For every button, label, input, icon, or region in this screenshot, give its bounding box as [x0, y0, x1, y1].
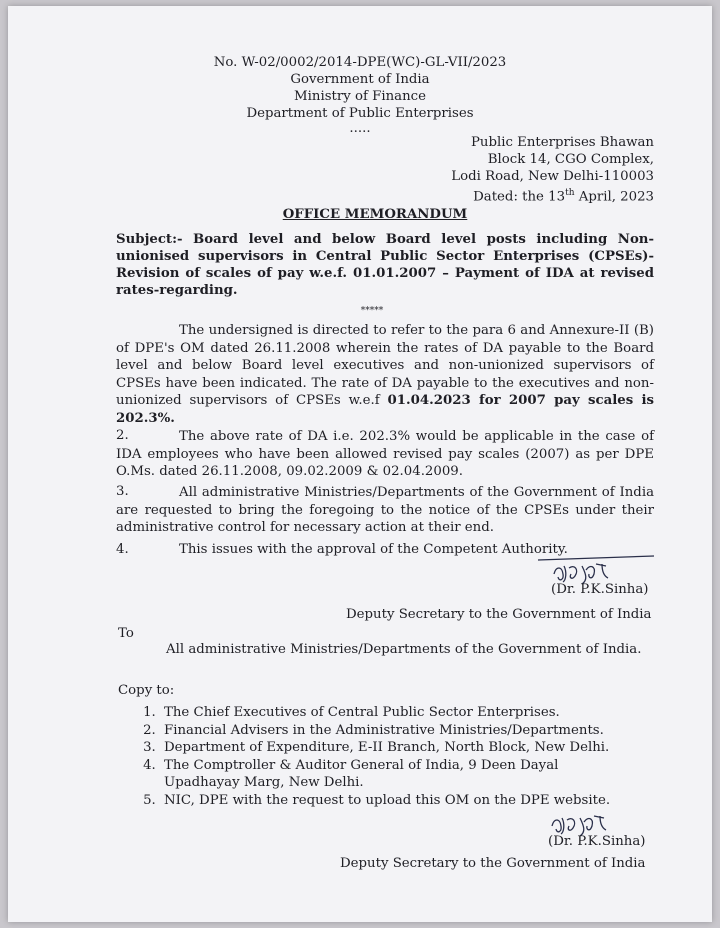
star-separator: ***** [360, 306, 384, 316]
signature-2-designation: Deputy Secretary to the Government of India [340, 856, 646, 871]
copy-to-list [124, 704, 660, 809]
address-line-2: Block 14, CGO Complex, [487, 152, 654, 167]
address-line-3: Lodi Road, New Delhi-110003 [451, 169, 654, 184]
to-recipient: All administrative Ministries/Departments of the Government of India. [166, 642, 642, 657]
copy-to-item: 1. The Chief Executives of Central Public Sector Enterprises. [160, 704, 660, 722]
paragraph-1: The undersigned is directed to refer to the para 6 and Annexure-II (B) of DPE's OM dated 26.11.2008 wherein the rates of DA payable to the Board level and below Board level executives and non-unionized supervisors of CPSEs have been indicated. The rate of DA payable to the executives and non-unionized supervisors of CPSEs w.e.f 01.04.2023 for 2007 pay scales is 202.3%. [116, 323, 654, 426]
paragraph-2: The above rate of DA i.e. 202.3% would be applicable in the case of IDA employees who have been allowed revised pay scales (2007) as per DPE O.Ms. dated 26.11.2008, 09.02.2009 & 02.04.2009. [116, 429, 654, 479]
copy-to-item: 2. Financial Advisers in the Administrative Ministries/Departments. [160, 722, 660, 740]
letterhead [8, 54, 712, 136]
date-line: Dated: the 13th April, 2023 [473, 188, 654, 205]
address-block [451, 134, 654, 205]
to-label: To [118, 626, 134, 641]
department-name: Department of Public Enterprises [246, 106, 474, 121]
government-name: Government of India [290, 72, 430, 87]
subject: Subject:- Board level and below Board level posts including Non-unionised supervisors in Central Public Sector Enterprises (CPSEs)- Revision of scales of pay w.e.f. 01.01.2007 – Payment of IDA at revised rates-regarding. [116, 232, 654, 298]
ministry-name: Ministry of Finance [294, 89, 426, 104]
paragraph-3: All administrative Ministries/Departments of the Government of India are requested to bring the foregoing to the notice of the CPSEs under their administrative control for necessary action at their end. [116, 485, 654, 535]
separator-dots: ..... [349, 121, 371, 136]
copy-to-label: Copy to: [118, 683, 175, 698]
paragraph-3-number: 3. [116, 484, 129, 499]
paragraph-4: This issues with the approval of the Competent Authority. [179, 542, 568, 557]
paragraph-4-number: 4. [116, 542, 129, 557]
memo-page [8, 6, 712, 922]
paragraph-2-number: 2. [116, 428, 129, 443]
reference-number: No. W-02/0002/2014-DPE(WC)-GL-VII/2023 [213, 55, 507, 70]
signature-1-name: (Dr. P.K.Sinha) [551, 582, 649, 597]
copy-to-item: 5. NIC, DPE with the request to upload this OM on the DPE website. [160, 792, 660, 810]
address-line-1: Public Enterprises Bhawan [470, 135, 654, 150]
signature-1-designation: Deputy Secretary to the Government of India [346, 607, 652, 622]
copy-to-item: 4. The Comptroller & Auditor General of India, 9 Deen Dayal Upadhayay Marg, New Delhi. [160, 757, 634, 792]
copy-to-item: 3. Department of Expenditure, E-II Branch, North Block, New Delhi. [160, 739, 660, 757]
memo-title: OFFICE MEMORANDUM [282, 207, 468, 222]
signature-2-name: (Dr. P.K.Sinha) [548, 834, 646, 849]
